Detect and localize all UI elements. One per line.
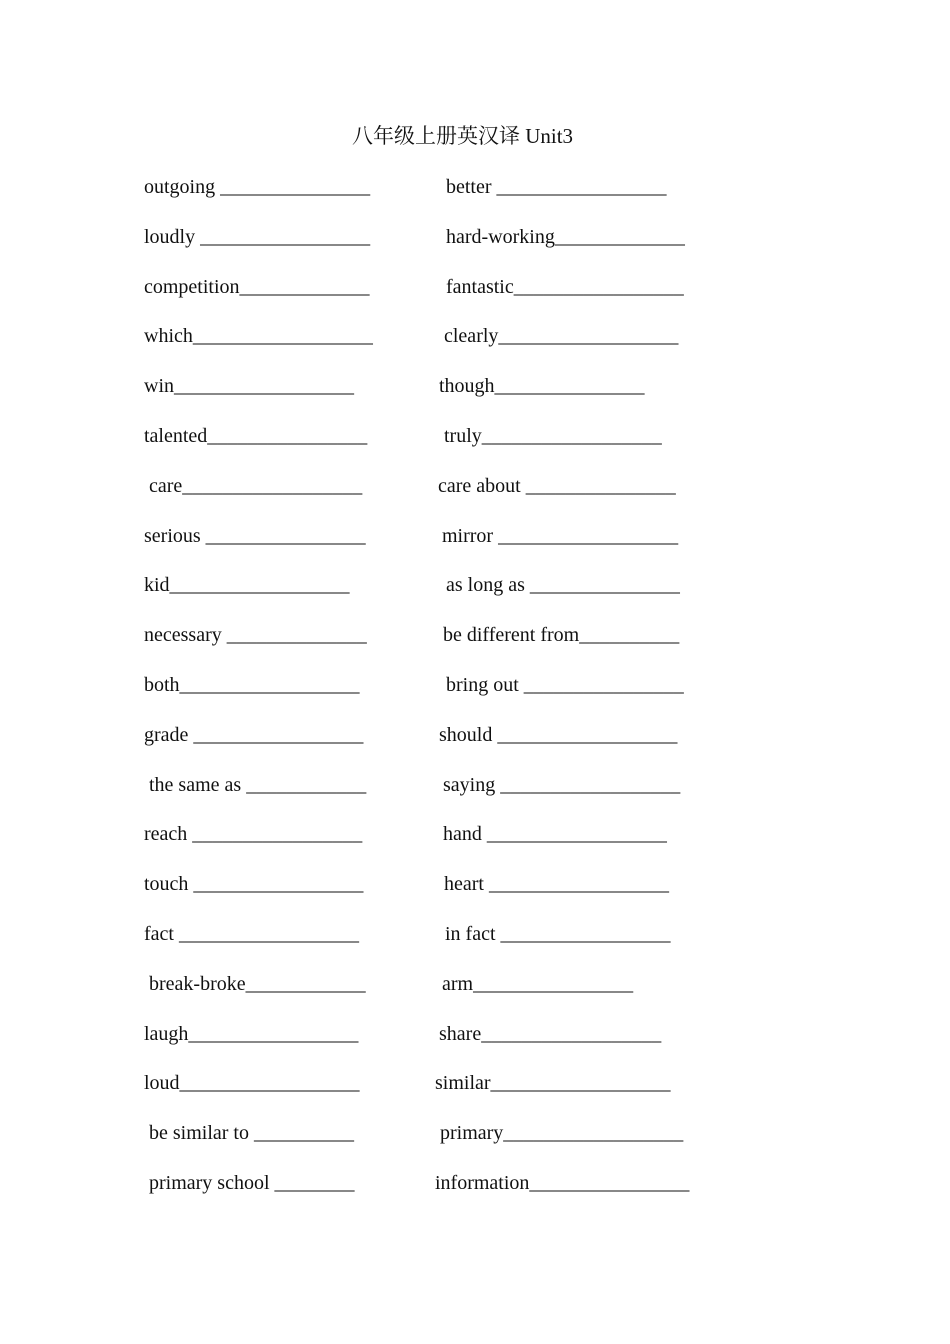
vocab-row <box>0 571 950 621</box>
vocab-item-right: hand __________________ <box>443 823 667 846</box>
vocab-item-right: share__________________ <box>439 1022 662 1045</box>
vocab-row <box>0 522 950 572</box>
vocab-item-right: clearly__________________ <box>444 325 679 348</box>
vocab-item-right: hard-working_____________ <box>446 225 685 248</box>
vocab-item-left: primary school ________ <box>149 1171 355 1194</box>
vocab-item-right: should __________________ <box>439 723 678 746</box>
vocab-item-left: break-broke____________ <box>149 972 366 995</box>
vocab-row <box>0 920 950 970</box>
vocab-row <box>0 970 950 1020</box>
vocab-row <box>0 870 950 920</box>
vocab-item-right: mirror __________________ <box>442 524 679 547</box>
vocab-item-right: heart __________________ <box>444 873 669 896</box>
vocab-item-right: saying __________________ <box>443 773 681 796</box>
vocab-row <box>0 422 950 472</box>
vocab-item-right: better _________________ <box>446 176 667 198</box>
vocab-item-left: care__________________ <box>149 474 363 497</box>
vocab-item-left: be similar to __________ <box>149 1122 354 1145</box>
vocab-item-right: as long as _______________ <box>446 574 680 597</box>
vocab-item-right: primary__________________ <box>440 1122 684 1145</box>
vocab-item-right: fantastic_________________ <box>446 275 684 298</box>
vocab-row <box>0 223 950 273</box>
vocab-row <box>0 621 950 671</box>
vocab-item-left: touch _________________ <box>144 873 364 896</box>
page-title: 八年级上册英汉译 Unit3 <box>351 124 574 148</box>
vocab-row <box>0 372 950 422</box>
vocab-item-right: in fact _________________ <box>445 922 671 945</box>
vocab-row <box>0 671 950 721</box>
vocab-item-left: kid__________________ <box>144 574 350 597</box>
vocab-item-left: win__________________ <box>144 375 354 398</box>
vocab-row <box>0 1169 950 1219</box>
vocab-item-left: laugh_________________ <box>144 1022 359 1045</box>
vocab-row <box>0 322 950 372</box>
vocab-row <box>0 273 950 323</box>
vocab-item-right: truly__________________ <box>444 424 662 447</box>
vocab-row <box>0 721 950 771</box>
vocab-item-left: necessary ______________ <box>144 624 367 647</box>
vocab-item-right: be different from__________ <box>443 624 680 647</box>
vocab-item-right: information________________ <box>435 1171 690 1194</box>
vocab-row <box>0 1119 950 1169</box>
vocab-item-left: which__________________ <box>144 325 373 348</box>
vocab-row <box>0 173 950 223</box>
vocab-row <box>0 1020 950 1070</box>
vocab-item-left: grade _________________ <box>144 723 364 746</box>
vocab-item-left: competition_____________ <box>144 275 370 298</box>
vocab-item-right: though_______________ <box>439 375 645 398</box>
vocab-item-left: reach _________________ <box>144 823 363 846</box>
vocab-item-left: serious ________________ <box>144 524 366 547</box>
vocab-row <box>0 820 950 870</box>
vocab-item-left: both__________________ <box>144 673 360 696</box>
vocab-item-left: the same as ____________ <box>149 773 367 796</box>
vocab-item-right: similar__________________ <box>435 1072 671 1095</box>
vocab-item-right: care about _______________ <box>438 474 676 497</box>
vocab-row <box>0 771 950 821</box>
vocab-item-left: outgoing _______________ <box>144 176 371 198</box>
vocab-item-left: loudly _________________ <box>144 225 371 248</box>
vocab-item-right: bring out ________________ <box>446 673 684 696</box>
vocab-item-right: arm________________ <box>442 972 634 995</box>
vocab-item-left: fact __________________ <box>144 922 359 945</box>
vocabulary-list <box>0 173 950 1219</box>
vocab-item-left: loud__________________ <box>144 1072 360 1095</box>
vocab-item-left: talented________________ <box>144 424 368 447</box>
vocab-row <box>0 472 950 522</box>
vocab-row <box>0 1069 950 1119</box>
